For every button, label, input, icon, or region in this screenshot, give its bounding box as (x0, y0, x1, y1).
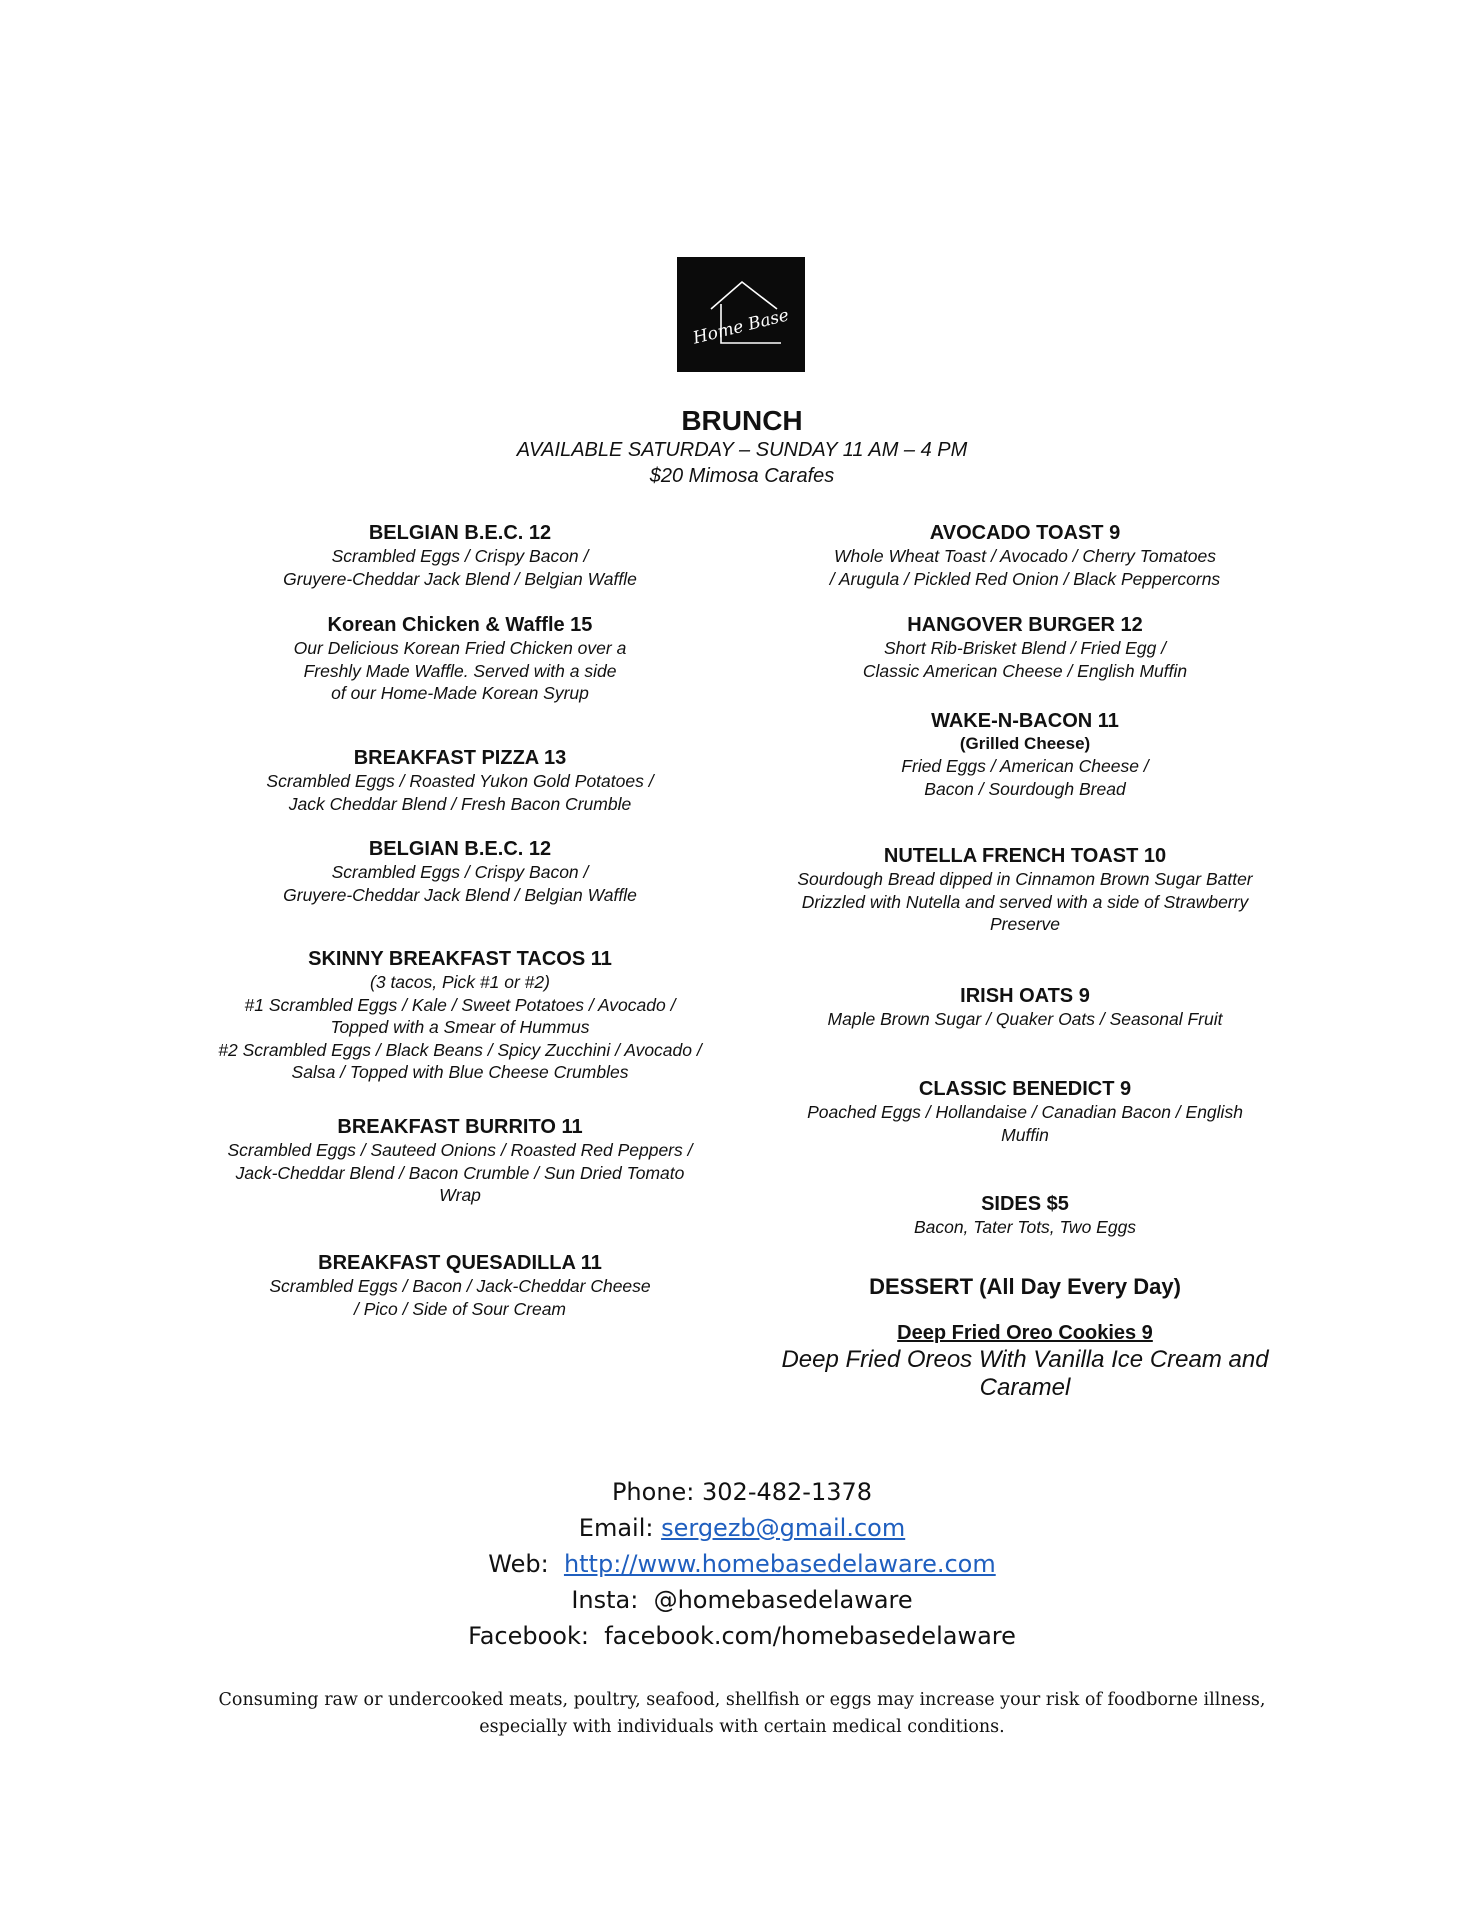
item-name: AVOCADO TOAST 9 (929, 522, 1121, 544)
item-desc-line: Whole Wheat Toast / Avocado / Cherry Tomatoes (834, 546, 1216, 566)
item-subtitle: (Grilled Cheese) (959, 734, 1091, 753)
item-desc-line: Our Delicious Korean Fried Chicken over a (293, 638, 627, 658)
item-desc-line: Bacon / Sourdough Bread (924, 778, 1126, 799)
item-desc-line: Fried Eggs / American Cheese / (901, 756, 1149, 776)
item-desc-line: Wrap (439, 1185, 481, 1205)
menu-item (725, 985, 1325, 1031)
item-desc-line: Preserve (989, 914, 1061, 934)
item-desc-line: Freshly Made Waffle. Served with a side (303, 660, 617, 681)
facebook-text: Facebook: facebook.com/homebasedelaware (468, 1622, 1016, 1650)
item-desc-line: Short Rib-Brisket Blend / Fried Egg / (883, 638, 1167, 658)
home-base-logo (677, 257, 805, 372)
menu-item (160, 522, 760, 590)
item-desc-line: Maple Brown Sugar / Quaker Oats / Seasonal Fruit (827, 1009, 1223, 1029)
phone-text: Phone: 302-482-1378 (611, 1478, 873, 1506)
item-name: NUTELLA FRENCH TOAST 10 (883, 845, 1167, 867)
dessert-section (725, 1274, 1325, 1402)
email-label: Email: (578, 1514, 662, 1542)
menu-item (160, 614, 760, 705)
disclaimer-line: especially with individuals with certain medical conditions. (479, 1717, 1005, 1737)
item-desc-line: Drizzled with Nutella and served with a side of Strawberry (801, 891, 1249, 912)
item-desc-line: Classic American Cheese / English Muffin (862, 660, 1188, 681)
menu-item (160, 1116, 760, 1207)
item-name: SIDES $5 (981, 1193, 1069, 1215)
item-desc-line: Sourdough Bread dipped in Cinnamon Brown Sugar Batter (797, 869, 1253, 889)
menu-item (160, 1252, 760, 1320)
item-desc-line: Gruyere-Cheddar Jack Blend / Belgian Waffle (283, 884, 637, 905)
item-name: BREAKFAST BURRITO 11 (337, 1116, 583, 1138)
contact-block (0, 1474, 1484, 1654)
item-desc-line: Scrambled Eggs / Roasted Yukon Gold Potatoes / (266, 771, 654, 791)
item-desc-line: Muffin (1001, 1124, 1049, 1145)
item-desc-line: Bacon, Tater Tots, Two Eggs (913, 1217, 1137, 1237)
email-line (0, 1510, 1484, 1546)
item-name: BREAKFAST PIZZA 13 (353, 747, 567, 769)
dessert-item-name: Deep Fried Oreo Cookies 9 (897, 1322, 1153, 1344)
menu-item (725, 522, 1325, 590)
web-label: Web: (488, 1550, 564, 1578)
item-desc-line: / Arugula / Pickled Red Onion / Black Peppercorns (829, 568, 1221, 589)
item-desc-line: Topped with a Smear of Hummus (330, 1017, 590, 1037)
dessert-desc-line: Deep Fried Oreos With Vanilla Ice Cream and (781, 1346, 1269, 1373)
item-desc-line: Salsa / Topped with Blue Cheese Crumbles (291, 1062, 629, 1082)
menu-item (725, 845, 1325, 936)
logo-text: Home Base (691, 305, 791, 349)
item-name: BELGIAN B.E.C. 12 (368, 838, 552, 860)
item-name: SKINNY BREAKFAST TACOS 11 (308, 948, 612, 970)
item-desc-line: Jack Cheddar Blend / Fresh Bacon Crumble (288, 793, 632, 814)
item-name: Korean Chicken & Waffle 15 (327, 614, 593, 636)
item-desc-line: Scrambled Eggs / Sauteed Onions / Roasted Red Peppers / (227, 1140, 693, 1160)
item-name: BELGIAN B.E.C. 12 (368, 522, 552, 544)
house-logo-icon (677, 257, 805, 372)
item-desc-line: / Pico / Side of Sour Cream (353, 1298, 567, 1319)
menu-item (725, 1078, 1325, 1146)
menu-item (160, 948, 760, 1084)
dessert-title: DESSERT (All Day Every Day) (869, 1274, 1181, 1299)
availability-text: AVAILABLE SATURDAY – SUNDAY 11 AM – 4 PM (516, 439, 968, 461)
item-name: CLASSIC BENEDICT 9 (918, 1078, 1132, 1100)
item-desc-line: Gruyere-Cheddar Jack Blend / Belgian Waffle (283, 568, 637, 589)
disclaimer-line: Consuming raw or undercooked meats, poultry, seafood, shellfish or eggs may increase your risk of foodborne illness, (218, 1690, 1266, 1710)
item-desc-line: #1 Scrambled Eggs / Kale / Sweet Potatoes / Avocado / (244, 994, 676, 1015)
menu-item (725, 710, 1325, 800)
disclaimer (0, 1687, 1484, 1741)
item-desc-line: Scrambled Eggs / Crispy Bacon / (331, 546, 589, 566)
item-name: IRISH OATS 9 (960, 985, 1090, 1007)
item-desc-line: Scrambled Eggs / Crispy Bacon / (331, 862, 589, 882)
item-desc-line: (3 tacos, Pick #1 or #2) (370, 972, 550, 992)
menu-item (160, 838, 760, 906)
dessert-desc-line: Caramel (979, 1374, 1071, 1401)
web-link[interactable]: http://www.homebasedelaware.com (563, 1550, 996, 1578)
mimosa-text: $20 Mimosa Carafes (649, 465, 835, 487)
item-desc-line: of our Home-Made Korean Syrup (331, 683, 589, 703)
page-title: BRUNCH (681, 405, 803, 436)
item-desc-line: #2 Scrambled Eggs / Black Beans / Spicy Zucchini / Avocado / (218, 1039, 702, 1060)
item-desc-line: Poached Eggs / Hollandaise / Canadian Bacon / English (807, 1102, 1243, 1122)
web-line (0, 1546, 1484, 1582)
item-name: HANGOVER BURGER 12 (907, 614, 1143, 636)
menu-item (160, 747, 760, 815)
email-link[interactable]: sergezb@gmail.com (661, 1514, 906, 1542)
item-name: WAKE-N-BACON 11 (931, 710, 1119, 732)
item-desc-line: Scrambled Eggs / Bacon / Jack-Cheddar Cheese (269, 1276, 651, 1296)
menu-item (725, 614, 1325, 682)
menu-item (725, 1193, 1325, 1239)
item-name: BREAKFAST QUESADILLA 11 (318, 1252, 602, 1274)
insta-text: Insta: @homebasedelaware (571, 1586, 913, 1614)
item-desc-line: Jack-Cheddar Blend / Bacon Crumble / Sun Dried Tomato (235, 1162, 685, 1183)
